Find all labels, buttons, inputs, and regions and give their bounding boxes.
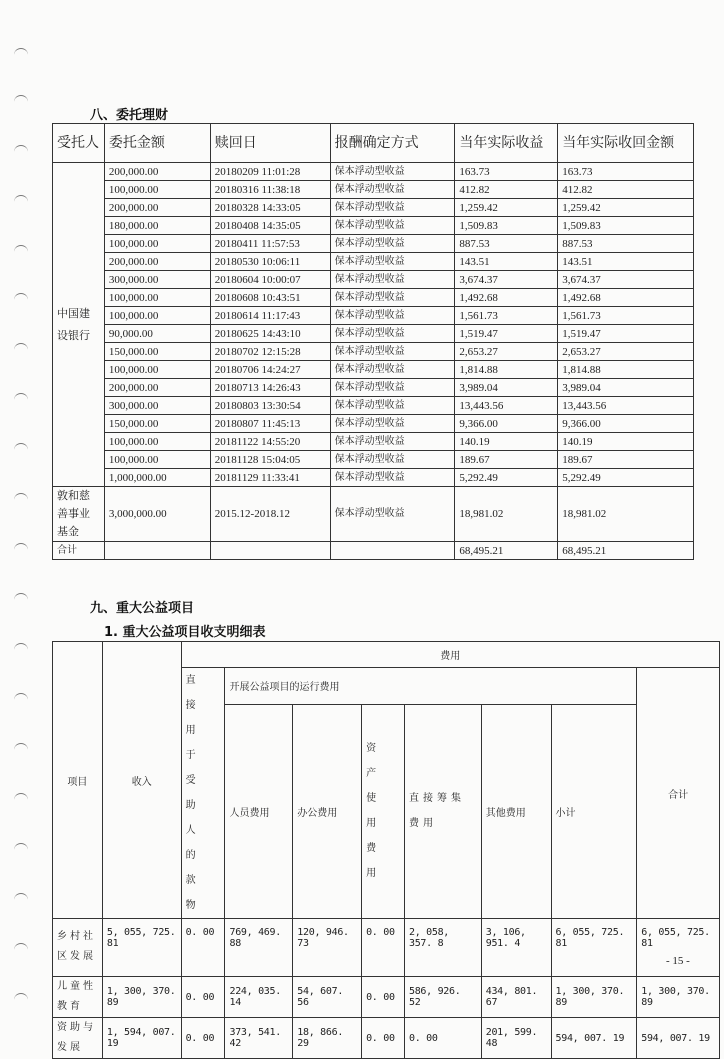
cell-staff: 224, 035. 14 (225, 977, 293, 1018)
cell-recovered: 5,292.49 (558, 469, 694, 487)
table-row (53, 289, 694, 307)
header-amount: 委托金额 (104, 124, 210, 163)
header-trustee: 受托人 (53, 124, 105, 163)
cell-amount: 200,000.00 (104, 379, 210, 397)
cell-income: 13,443.56 (455, 397, 558, 415)
binder-hole (14, 95, 28, 102)
cell-office: 18, 866. 29 (293, 1018, 362, 1059)
cell-method: 保本浮动型收益 (330, 469, 455, 487)
cell-project: 资助与发展 (53, 1018, 103, 1059)
binder-hole (14, 943, 28, 950)
cell-direct: 0. 00 (181, 977, 225, 1018)
binder-hole (14, 643, 28, 650)
section-8-title: 八、委托理财 (90, 108, 169, 123)
cell-amount: 100,000.00 (104, 235, 210, 253)
cell-date: 20180604 10:00:07 (210, 271, 330, 289)
cell-empty (104, 542, 210, 560)
cell-amount: 300,000.00 (104, 271, 210, 289)
cell-income: 2,653.27 (455, 343, 558, 361)
binder-hole (14, 593, 28, 600)
cell-method: 保本浮动型收益 (330, 217, 455, 235)
binder-hole (14, 48, 28, 55)
table-row (53, 163, 694, 181)
cell-fundraising: 586, 926. 52 (404, 977, 481, 1018)
cell-staff: 769, 469. 88 (225, 919, 293, 977)
cell-total-income: 68,495.21 (455, 542, 558, 560)
cell-amount: 1,000,000.00 (104, 469, 210, 487)
cell-amount: 300,000.00 (104, 397, 210, 415)
cell-trustee: 敦和慈善事业基金 (53, 487, 105, 542)
cell-income: 1,492.68 (455, 289, 558, 307)
header-asset-use-cost: 资产使用费用 (362, 704, 405, 918)
cell-method: 保本浮动型收益 (330, 163, 455, 181)
cell-method: 保本浮动型收益 (330, 325, 455, 343)
cell-amount: 150,000.00 (104, 415, 210, 433)
table-row (53, 469, 694, 487)
cell-recovered: 143.51 (558, 253, 694, 271)
cell-method: 保本浮动型收益 (330, 379, 455, 397)
cell-method: 保本浮动型收益 (330, 397, 455, 415)
cell-amount: 150,000.00 (104, 343, 210, 361)
cell-amount: 90,000.00 (104, 325, 210, 343)
header-expense: 费用 (181, 642, 719, 668)
table-row-total (53, 542, 694, 560)
cell-recovered: 1,259.42 (558, 199, 694, 217)
cell-empty (210, 542, 330, 560)
binder-hole (14, 493, 28, 500)
cell-recovered: 3,989.04 (558, 379, 694, 397)
cell-method: 保本浮动型收益 (330, 451, 455, 469)
cell-amount: 180,000.00 (104, 217, 210, 235)
header-fundraising-cost: 直接筹集费用 (404, 704, 481, 918)
header-operating-costs: 开展公益项目的运行费用 (225, 668, 637, 705)
cell-date: 20180713 14:26:43 (210, 379, 330, 397)
cell-method: 保本浮动型收益 (330, 307, 455, 325)
cell-total: 1, 300, 370. 89 (637, 977, 720, 1018)
entrusted-finance-table (52, 123, 694, 560)
cell-recovered: 887.53 (558, 235, 694, 253)
table-row (53, 977, 720, 1018)
cell-date: 20180706 14:24:27 (210, 361, 330, 379)
cell-amount: 200,000.00 (104, 199, 210, 217)
cell-date: 20180328 14:33:05 (210, 199, 330, 217)
cell-income: 9,366.00 (455, 415, 558, 433)
cell-method: 保本浮动型收益 (330, 199, 455, 217)
header-other-cost: 其他费用 (481, 704, 551, 918)
table-row (53, 181, 694, 199)
table-row (53, 415, 694, 433)
cell-recovered: 1,814.88 (558, 361, 694, 379)
table-row (53, 397, 694, 415)
trustee-bank: 中国建设银行 (53, 163, 105, 487)
table-row (53, 433, 694, 451)
cell-income: 189.67 (455, 451, 558, 469)
cell-empty (330, 542, 455, 560)
cell-income: 887.53 (455, 235, 558, 253)
cell-total: 594, 007. 19 (637, 1018, 720, 1059)
cell-method: 保本浮动型收益 (330, 433, 455, 451)
cell-income: 5, 055, 725. 81 (102, 919, 181, 977)
cell-income: 412.82 (455, 181, 558, 199)
table-row (53, 307, 694, 325)
binder-hole (14, 245, 28, 252)
cell-amount: 100,000.00 (104, 361, 210, 379)
table-row (53, 361, 694, 379)
cell-recovered: 1,509.83 (558, 217, 694, 235)
cell-date: 20181129 11:33:41 (210, 469, 330, 487)
cell-recovered: 1,519.47 (558, 325, 694, 343)
cell-date: 20180209 11:01:28 (210, 163, 330, 181)
cell-recovered: 1,492.68 (558, 289, 694, 307)
table-row (53, 253, 694, 271)
binder-hole (14, 145, 28, 152)
table-row (53, 217, 694, 235)
table-row (53, 379, 694, 397)
cell-date: 20180408 14:35:05 (210, 217, 330, 235)
cell-income: 1,509.83 (455, 217, 558, 235)
cell-subtotal: 594, 007. 19 (551, 1018, 637, 1059)
cell-recovered: 18,981.02 (558, 487, 694, 542)
cell-staff: 373, 541. 42 (225, 1018, 293, 1059)
cell-income: 3,989.04 (455, 379, 558, 397)
cell-income: 5,292.49 (455, 469, 558, 487)
cell-income: 1, 594, 007. 19 (102, 1018, 181, 1059)
cell-total-label: 合计 (53, 542, 105, 560)
binder-hole (14, 293, 28, 300)
cell-income: 1, 300, 370. 89 (102, 977, 181, 1018)
cell-amount: 100,000.00 (104, 289, 210, 307)
cell-income: 1,814.88 (455, 361, 558, 379)
binder-hole (14, 393, 28, 400)
binder-hole (14, 543, 28, 550)
header-reward-method: 报酬确定方式 (330, 124, 455, 163)
cell-amount: 100,000.00 (104, 181, 210, 199)
table-row (53, 343, 694, 361)
cell-method: 保本浮动型收益 (330, 361, 455, 379)
cell-income: 1,519.47 (455, 325, 558, 343)
cell-asset: 0. 00 (362, 919, 405, 977)
cell-other: 201, 599. 48 (481, 1018, 551, 1059)
cell-amount: 200,000.00 (104, 163, 210, 181)
table-header-row (53, 124, 694, 163)
section-9-title: 九、重大公益项目 (90, 601, 195, 616)
header-income: 收入 (102, 642, 181, 919)
cell-asset: 0. 00 (362, 977, 405, 1018)
cell-income: 163.73 (455, 163, 558, 181)
header-actual-recovered: 当年实际收回金额 (558, 124, 694, 163)
cell-fundraising: 2, 058, 357. 8 (404, 919, 481, 977)
binder-hole (14, 443, 28, 450)
header-subtotal: 小计 (551, 704, 637, 918)
page-number: - 15 - (666, 955, 690, 967)
cell-income: 143.51 (455, 253, 558, 271)
binder-hole (14, 843, 28, 850)
table-row (53, 919, 720, 977)
table-row (53, 271, 694, 289)
cell-method: 保本浮动型收益 (330, 253, 455, 271)
cell-direct: 0. 00 (181, 1018, 225, 1059)
cell-other: 3, 106, 951. 4 (481, 919, 551, 977)
cell-date: 20181122 14:55:20 (210, 433, 330, 451)
cell-method: 保本浮动型收益 (330, 289, 455, 307)
cell-date: 20180803 13:30:54 (210, 397, 330, 415)
binder-hole (14, 693, 28, 700)
cell-method: 保本浮动型收益 (330, 487, 455, 542)
cell-date: 20180625 14:43:10 (210, 325, 330, 343)
section-9-subtitle: 1. 重大公益项目收支明细表 (104, 625, 266, 640)
binder-hole (14, 195, 28, 202)
red-stamp-mark (712, 470, 722, 560)
cell-recovered: 13,443.56 (558, 397, 694, 415)
cell-method: 保本浮动型收益 (330, 343, 455, 361)
cell-date: 20180807 11:45:13 (210, 415, 330, 433)
table-row (53, 199, 694, 217)
binder-hole (14, 343, 28, 350)
cell-income: 1,259.42 (455, 199, 558, 217)
cell-recovered: 163.73 (558, 163, 694, 181)
table-row (53, 451, 694, 469)
cell-amount: 100,000.00 (104, 451, 210, 469)
cell-subtotal: 1, 300, 370. 89 (551, 977, 637, 1018)
cell-method: 保本浮动型收益 (330, 271, 455, 289)
cell-asset: 0. 00 (362, 1018, 405, 1059)
cell-date: 20180702 12:15:28 (210, 343, 330, 361)
cell-recovered: 140.19 (558, 433, 694, 451)
cell-income: 140.19 (455, 433, 558, 451)
cell-total: 6, 055, 725. 81 (637, 919, 720, 977)
cell-date: 20180530 10:06:11 (210, 253, 330, 271)
cell-income: 3,674.37 (455, 271, 558, 289)
cell-date: 2015.12-2018.12 (210, 487, 330, 542)
cell-project: 乡村社区发展 (53, 919, 103, 977)
cell-date: 20181128 15:04:05 (210, 451, 330, 469)
cell-date: 20180608 10:43:51 (210, 289, 330, 307)
cell-method: 保本浮动型收益 (330, 181, 455, 199)
cell-recovered: 9,366.00 (558, 415, 694, 433)
header-total: 合计 (637, 668, 720, 919)
cell-recovered: 1,561.73 (558, 307, 694, 325)
binder-hole (14, 893, 28, 900)
cell-other: 434, 801. 67 (481, 977, 551, 1018)
cell-subtotal: 6, 055, 725. 81 (551, 919, 637, 977)
table-row (53, 325, 694, 343)
header-actual-income: 当年实际收益 (455, 124, 558, 163)
cell-income: 1,561.73 (455, 307, 558, 325)
cell-recovered: 2,653.27 (558, 343, 694, 361)
binder-hole (14, 993, 28, 1000)
binder-hole (14, 743, 28, 750)
table-row (53, 235, 694, 253)
header-project: 项目 (53, 642, 103, 919)
header-direct-to-beneficiaries: 直接用于受助人的款物 (181, 668, 225, 919)
cell-recovered: 3,674.37 (558, 271, 694, 289)
cell-fundraising: 0. 00 (404, 1018, 481, 1059)
cell-date: 20180411 11:57:53 (210, 235, 330, 253)
binder-hole (14, 793, 28, 800)
cell-recovered: 412.82 (558, 181, 694, 199)
cell-date: 20180316 11:38:18 (210, 181, 330, 199)
header-redemption-date: 赎回日 (210, 124, 330, 163)
cell-project: 儿童性教育 (53, 977, 103, 1018)
cell-office: 120, 946. 73 (293, 919, 362, 977)
cell-date: 20180614 11:17:43 (210, 307, 330, 325)
cell-direct: 0. 00 (181, 919, 225, 977)
public-welfare-project-table (52, 641, 720, 1059)
cell-recovered: 189.67 (558, 451, 694, 469)
table-row-fund (53, 487, 694, 542)
header-staff-cost: 人员费用 (225, 704, 293, 918)
cell-amount: 3,000,000.00 (104, 487, 210, 542)
cell-amount: 100,000.00 (104, 307, 210, 325)
cell-income: 18,981.02 (455, 487, 558, 542)
cell-office: 54, 607. 56 (293, 977, 362, 1018)
cell-amount: 100,000.00 (104, 433, 210, 451)
header-office-cost: 办公费用 (293, 704, 362, 918)
cell-amount: 200,000.00 (104, 253, 210, 271)
cell-method: 保本浮动型收益 (330, 415, 455, 433)
cell-total-recovered: 68,495.21 (558, 542, 694, 560)
cell-method: 保本浮动型收益 (330, 235, 455, 253)
